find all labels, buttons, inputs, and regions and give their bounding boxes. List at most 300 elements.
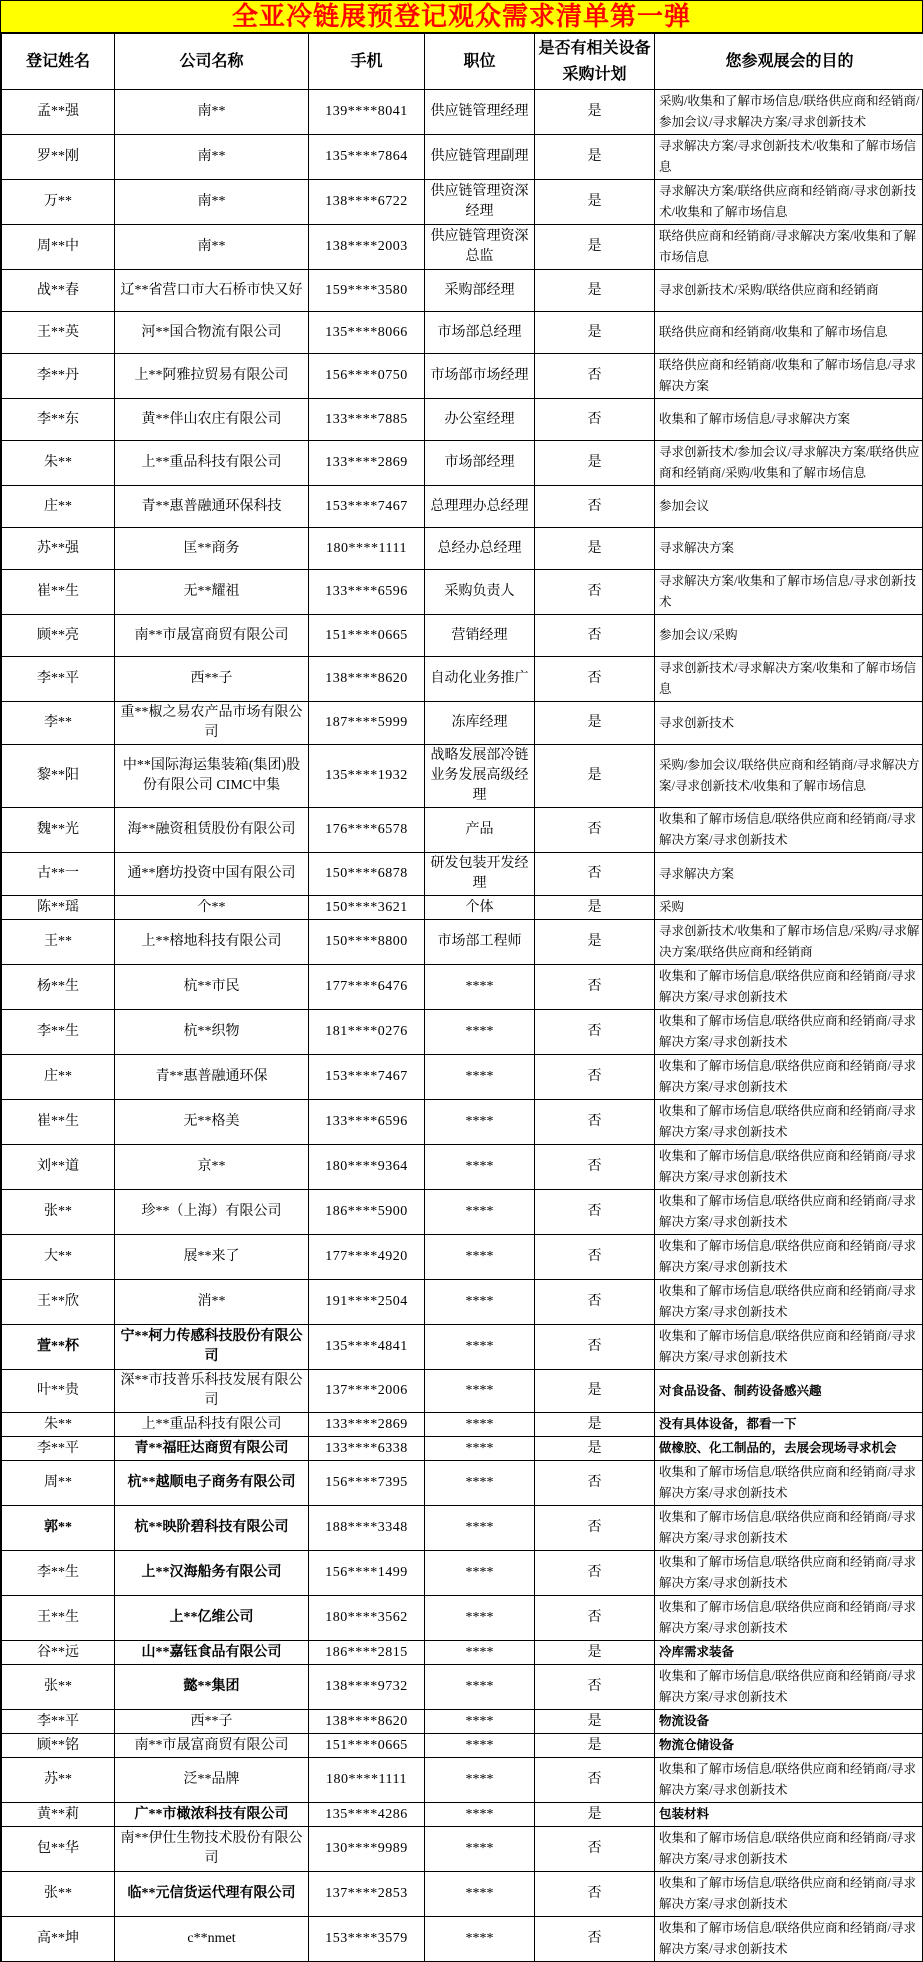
position-cell: **** <box>425 1872 535 1917</box>
table-row <box>2 1325 923 1370</box>
plan-cell: 是 <box>535 135 655 180</box>
page-title: 全亚冷链展预登记观众需求清单第一弹 <box>1 0 922 33</box>
company-cell: 河**国合物流有限公司 <box>115 312 309 354</box>
company-cell: 青**惠普融通环保科技 <box>115 486 309 528</box>
name-cell: 王** <box>2 920 115 965</box>
company-cell: 临**元信货运代理有限公司 <box>115 1872 309 1917</box>
company-cell: 青**福旺达商贸有限公司 <box>115 1437 309 1461</box>
name-cell: 古**一 <box>2 853 115 896</box>
position-cell: **** <box>425 1280 535 1325</box>
company-cell: 西**子 <box>115 657 309 702</box>
plan-cell: 是 <box>535 1437 655 1461</box>
purpose-cell: 收集和了解市场信息/联络供应商和经销商/寻求解决方案/寻求创新技术 <box>655 1917 923 1962</box>
table-row <box>2 1055 923 1100</box>
plan-cell: 否 <box>535 1758 655 1803</box>
name-cell: 罗**刚 <box>2 135 115 180</box>
phone-cell: 151****0665 <box>309 615 425 657</box>
company-cell: 西**子 <box>115 1710 309 1734</box>
company-cell: 杭**织物 <box>115 1010 309 1055</box>
position-cell: 自动化业务推广 <box>425 657 535 702</box>
table-row <box>2 1145 923 1190</box>
position-cell: **** <box>425 1461 535 1506</box>
plan-cell: 是 <box>535 180 655 225</box>
phone-cell: 137****2853 <box>309 1872 425 1917</box>
name-cell: 李**平 <box>2 1710 115 1734</box>
phone-cell: 153****7467 <box>309 486 425 528</box>
company-cell: 通**磨坊投资中国有限公司 <box>115 853 309 896</box>
phone-cell: 180****3562 <box>309 1596 425 1641</box>
position-cell: 市场部经理 <box>425 441 535 486</box>
name-cell: 周**中 <box>2 225 115 270</box>
purpose-cell: 收集和了解市场信息/联络供应商和经销商/寻求解决方案/寻求创新技术 <box>655 1506 923 1551</box>
position-cell: **** <box>425 1235 535 1280</box>
plan-cell: 是 <box>535 1803 655 1827</box>
name-cell: 包**华 <box>2 1827 115 1872</box>
plan-cell: 是 <box>535 1734 655 1758</box>
company-cell: 上**阿雅拉贸易有限公司 <box>115 354 309 399</box>
company-cell: 南**市晟富商贸有限公司 <box>115 615 309 657</box>
purpose-cell: 联络供应商和经销商/收集和了解市场信息/寻求解决方案 <box>655 354 923 399</box>
table-row <box>2 1010 923 1055</box>
purpose-cell: 寻求解决方案 <box>655 853 923 896</box>
plan-cell: 否 <box>535 1665 655 1710</box>
table-row <box>2 745 923 808</box>
purpose-cell: 收集和了解市场信息/联络供应商和经销商/寻求解决方案/寻求创新技术 <box>655 1145 923 1190</box>
name-cell: 朱** <box>2 441 115 486</box>
plan-cell: 否 <box>535 965 655 1010</box>
table-row <box>2 270 923 312</box>
table-row <box>2 570 923 615</box>
company-cell: 展**来了 <box>115 1235 309 1280</box>
plan-cell: 否 <box>535 1235 655 1280</box>
company-cell: 无**耀祖 <box>115 570 309 615</box>
position-cell: **** <box>425 1710 535 1734</box>
phone-cell: 138****9732 <box>309 1665 425 1710</box>
name-cell: 李**平 <box>2 657 115 702</box>
position-cell: **** <box>425 1758 535 1803</box>
table-row <box>2 486 923 528</box>
position-cell: **** <box>425 1506 535 1551</box>
phone-cell: 177****6476 <box>309 965 425 1010</box>
phone-cell: 135****4286 <box>309 1803 425 1827</box>
company-cell: 泛**品牌 <box>115 1758 309 1803</box>
company-cell: 匡**商务 <box>115 528 309 570</box>
table-row <box>2 1461 923 1506</box>
purpose-cell: 收集和了解市场信息/联络供应商和经销商/寻求解决方案/寻求创新技术 <box>655 1055 923 1100</box>
table-row <box>2 1917 923 1962</box>
name-cell: 李**生 <box>2 1010 115 1055</box>
table-row <box>2 528 923 570</box>
table-row <box>2 1872 923 1917</box>
table-row <box>2 1235 923 1280</box>
company-cell: 南**市晟富商贸有限公司 <box>115 1734 309 1758</box>
name-cell: 高**坤 <box>2 1917 115 1962</box>
table-row <box>2 1665 923 1710</box>
phone-cell: 133****7885 <box>309 399 425 441</box>
position-cell: 个体 <box>425 896 535 920</box>
plan-cell: 否 <box>535 1872 655 1917</box>
company-cell: c**nmet <box>115 1917 309 1962</box>
position-cell: 供应链管理资深总监 <box>425 225 535 270</box>
plan-cell: 否 <box>535 1100 655 1145</box>
company-cell: 海**融资租赁股份有限公司 <box>115 808 309 853</box>
table-row <box>2 657 923 702</box>
table-row <box>2 1190 923 1235</box>
plan-cell: 否 <box>535 1551 655 1596</box>
table-row <box>2 90 923 135</box>
purpose-cell: 收集和了解市场信息/联络供应商和经销商/寻求解决方案/寻求创新技术 <box>655 1596 923 1641</box>
company-cell: 珍**（上海）有限公司 <box>115 1190 309 1235</box>
phone-cell: 151****0665 <box>309 1734 425 1758</box>
plan-cell: 是 <box>535 702 655 745</box>
company-cell: 上**重品科技有限公司 <box>115 441 309 486</box>
position-cell: 冻库经理 <box>425 702 535 745</box>
purpose-cell: 寻求解决方案/收集和了解市场信息/寻求创新技术 <box>655 570 923 615</box>
phone-cell: 177****4920 <box>309 1235 425 1280</box>
position-cell: **** <box>425 965 535 1010</box>
position-cell: 办公室经理 <box>425 399 535 441</box>
name-cell: 王**生 <box>2 1596 115 1641</box>
plan-cell: 否 <box>535 1917 655 1962</box>
name-cell: 李**生 <box>2 1551 115 1596</box>
phone-cell: 153****3579 <box>309 1917 425 1962</box>
name-cell: 李**东 <box>2 399 115 441</box>
position-cell: 市场部总经理 <box>425 312 535 354</box>
purpose-cell: 寻求创新技术/寻求解决方案/收集和了解市场信息 <box>655 657 923 702</box>
purpose-cell: 寻求创新技术 <box>655 702 923 745</box>
column-header-company: 公司名称 <box>115 34 309 90</box>
purpose-cell: 收集和了解市场信息/联络供应商和经销商/寻求解决方案/寻求创新技术 <box>655 965 923 1010</box>
position-cell: 产品 <box>425 808 535 853</box>
purpose-cell: 联络供应商和经销商/收集和了解市场信息 <box>655 312 923 354</box>
position-cell: 市场部市场经理 <box>425 354 535 399</box>
phone-cell: 156****0750 <box>309 354 425 399</box>
name-cell: 张** <box>2 1190 115 1235</box>
plan-cell: 否 <box>535 1325 655 1370</box>
column-header-purpose: 您参观展会的目的 <box>655 34 923 90</box>
position-cell: **** <box>425 1437 535 1461</box>
purpose-cell: 寻求创新技术/采购/联络供应商和经销商 <box>655 270 923 312</box>
purpose-cell: 收集和了解市场信息/联络供应商和经销商/寻求解决方案/寻求创新技术 <box>655 1100 923 1145</box>
position-cell: 采购负责人 <box>425 570 535 615</box>
phone-cell: 135****7864 <box>309 135 425 180</box>
phone-cell: 133****6596 <box>309 570 425 615</box>
position-cell: **** <box>425 1100 535 1145</box>
company-cell: 南** <box>115 225 309 270</box>
name-cell: 周** <box>2 1461 115 1506</box>
purpose-cell: 物流仓储设备 <box>655 1734 923 1758</box>
name-cell: 顾**亮 <box>2 615 115 657</box>
company-cell: 杭**映阶碧科技有限公司 <box>115 1506 309 1551</box>
company-cell: 山**嘉钰食品有限公司 <box>115 1641 309 1665</box>
plan-cell: 是 <box>535 1641 655 1665</box>
plan-cell: 否 <box>535 1145 655 1190</box>
table-row <box>2 1280 923 1325</box>
plan-cell: 是 <box>535 1370 655 1413</box>
table-row <box>2 1758 923 1803</box>
phone-cell: 156****7395 <box>309 1461 425 1506</box>
name-cell: 李**丹 <box>2 354 115 399</box>
column-header-phone: 手机 <box>309 34 425 90</box>
purpose-cell: 收集和了解市场信息/联络供应商和经销商/寻求解决方案/寻求创新技术 <box>655 1827 923 1872</box>
phone-cell: 135****8066 <box>309 312 425 354</box>
position-cell: 供应链管理副理 <box>425 135 535 180</box>
table-row <box>2 1100 923 1145</box>
company-cell: 南** <box>115 135 309 180</box>
phone-cell: 188****3348 <box>309 1506 425 1551</box>
plan-cell: 否 <box>535 399 655 441</box>
phone-cell: 137****2006 <box>309 1370 425 1413</box>
position-cell: **** <box>425 1917 535 1962</box>
phone-cell: 150****3621 <box>309 896 425 920</box>
purpose-cell: 物流设备 <box>655 1710 923 1734</box>
position-cell: 供应链管理经理 <box>425 90 535 135</box>
phone-cell: 156****1499 <box>309 1551 425 1596</box>
plan-cell: 否 <box>535 1190 655 1235</box>
phone-cell: 186****5900 <box>309 1190 425 1235</box>
table-row <box>2 808 923 853</box>
purpose-cell: 采购 <box>655 896 923 920</box>
plan-cell: 否 <box>535 615 655 657</box>
name-cell: 大** <box>2 1235 115 1280</box>
table-row <box>2 135 923 180</box>
table-row <box>2 441 923 486</box>
name-cell: 刘**道 <box>2 1145 115 1190</box>
purpose-cell: 收集和了解市场信息/联络供应商和经销商/寻求解决方案/寻求创新技术 <box>655 1280 923 1325</box>
company-cell: 青**惠普融通环保 <box>115 1055 309 1100</box>
phone-cell: 138****8620 <box>309 1710 425 1734</box>
phone-cell: 138****6722 <box>309 180 425 225</box>
phone-cell: 186****2815 <box>309 1641 425 1665</box>
table-row <box>2 1370 923 1413</box>
plan-cell: 否 <box>535 657 655 702</box>
phone-cell: 180****1111 <box>309 528 425 570</box>
plan-cell: 否 <box>535 1506 655 1551</box>
plan-cell: 是 <box>535 920 655 965</box>
company-cell: 南**伊仕生物技术股份有限公司 <box>115 1827 309 1872</box>
company-cell: 深**市技普乐科技发展有限公司 <box>115 1370 309 1413</box>
table-row <box>2 312 923 354</box>
registration-table <box>1 33 923 1962</box>
plan-cell: 否 <box>535 486 655 528</box>
purpose-cell: 参加会议 <box>655 486 923 528</box>
name-cell: 顾**铭 <box>2 1734 115 1758</box>
plan-cell: 是 <box>535 1413 655 1437</box>
table-row <box>2 920 923 965</box>
purpose-cell: 寻求解决方案/联络供应商和经销商/寻求创新技术/收集和了解市场信息 <box>655 180 923 225</box>
phone-cell: 180****9364 <box>309 1145 425 1190</box>
plan-cell: 否 <box>535 570 655 615</box>
plan-cell: 否 <box>535 354 655 399</box>
plan-cell: 是 <box>535 312 655 354</box>
table-row <box>2 1827 923 1872</box>
purpose-cell: 包装材料 <box>655 1803 923 1827</box>
position-cell: 市场部工程师 <box>425 920 535 965</box>
purpose-cell: 收集和了解市场信息/联络供应商和经销商/寻求解决方案/寻求创新技术 <box>655 1235 923 1280</box>
position-cell: **** <box>425 1596 535 1641</box>
purpose-cell: 收集和了解市场信息/联络供应商和经销商/寻求解决方案/寻求创新技术 <box>655 1190 923 1235</box>
company-cell: 辽**省营口市大石桥市快又好 <box>115 270 309 312</box>
position-cell: 战略发展部冷链业务发展高级经理 <box>425 745 535 808</box>
table-row <box>2 1710 923 1734</box>
purpose-cell: 收集和了解市场信息/联络供应商和经销商/寻求解决方案/寻求创新技术 <box>655 1010 923 1055</box>
table-row <box>2 1437 923 1461</box>
name-cell: 黄**莉 <box>2 1803 115 1827</box>
phone-cell: 191****2504 <box>309 1280 425 1325</box>
plan-cell: 否 <box>535 1596 655 1641</box>
position-cell: **** <box>425 1734 535 1758</box>
phone-cell: 133****2869 <box>309 1413 425 1437</box>
table-body <box>2 90 923 1962</box>
phone-cell: 180****1111 <box>309 1758 425 1803</box>
position-cell: **** <box>425 1551 535 1596</box>
phone-cell: 139****8041 <box>309 90 425 135</box>
name-cell: 崔**生 <box>2 570 115 615</box>
position-cell: **** <box>425 1641 535 1665</box>
company-cell: 南** <box>115 90 309 135</box>
plan-cell: 否 <box>535 1461 655 1506</box>
purpose-cell: 做橡胶、化工制品的，去展会现场寻求机会 <box>655 1437 923 1461</box>
name-cell: 朱** <box>2 1413 115 1437</box>
table-row <box>2 354 923 399</box>
plan-cell: 是 <box>535 745 655 808</box>
purpose-cell: 收集和了解市场信息/联络供应商和经销商/寻求解决方案/寻求创新技术 <box>655 808 923 853</box>
company-cell: 京** <box>115 1145 309 1190</box>
name-cell: 郭** <box>2 1506 115 1551</box>
name-cell: 苏**强 <box>2 528 115 570</box>
table-row <box>2 1734 923 1758</box>
position-cell: **** <box>425 1190 535 1235</box>
plan-cell: 是 <box>535 896 655 920</box>
name-cell: 张** <box>2 1665 115 1710</box>
company-cell: 广**市橄浓科技有限公司 <box>115 1803 309 1827</box>
plan-cell: 是 <box>535 270 655 312</box>
company-cell: 重**椒之易农产品市场有限公司 <box>115 702 309 745</box>
table-row <box>2 702 923 745</box>
purpose-cell: 收集和了解市场信息/寻求解决方案 <box>655 399 923 441</box>
table-row <box>2 1596 923 1641</box>
company-cell: 懿**集团 <box>115 1665 309 1710</box>
company-cell: 黄**伴山农庄有限公司 <box>115 399 309 441</box>
name-cell: 李** <box>2 702 115 745</box>
plan-cell: 是 <box>535 225 655 270</box>
company-cell: 杭**市民 <box>115 965 309 1010</box>
position-cell: **** <box>425 1145 535 1190</box>
purpose-cell: 收集和了解市场信息/联络供应商和经销商/寻求解决方案/寻求创新技术 <box>655 1461 923 1506</box>
phone-cell: 130****9989 <box>309 1827 425 1872</box>
plan-cell: 是 <box>535 528 655 570</box>
name-cell: 战**春 <box>2 270 115 312</box>
position-cell: **** <box>425 1413 535 1437</box>
purpose-cell: 没有具体设备，都看一下 <box>655 1413 923 1437</box>
purpose-cell: 寻求解决方案 <box>655 528 923 570</box>
phone-cell: 150****6878 <box>309 853 425 896</box>
company-cell: 宁**柯力传感科技股份有限公司 <box>115 1325 309 1370</box>
position-cell: 总理理办总经理 <box>425 486 535 528</box>
purpose-cell: 寻求创新技术/收集和了解市场信息/采购/寻求解决方案/联络供应商和经销商 <box>655 920 923 965</box>
position-cell: **** <box>425 1325 535 1370</box>
name-cell: 张** <box>2 1872 115 1917</box>
position-cell: **** <box>425 1370 535 1413</box>
purpose-cell: 收集和了解市场信息/联络供应商和经销商/寻求解决方案/寻求创新技术 <box>655 1758 923 1803</box>
phone-cell: 138****8620 <box>309 657 425 702</box>
table-row <box>2 180 923 225</box>
phone-cell: 181****0276 <box>309 1010 425 1055</box>
name-cell: 王**英 <box>2 312 115 354</box>
name-cell: 杨**生 <box>2 965 115 1010</box>
phone-cell: 133****2869 <box>309 441 425 486</box>
plan-cell: 否 <box>535 1010 655 1055</box>
table-row <box>2 853 923 896</box>
phone-cell: 176****6578 <box>309 808 425 853</box>
name-cell: 庄** <box>2 486 115 528</box>
purpose-cell: 对食品设备、制药设备感兴趣 <box>655 1370 923 1413</box>
purpose-cell: 收集和了解市场信息/联络供应商和经销商/寻求解决方案/寻求创新技术 <box>655 1665 923 1710</box>
header-row <box>2 34 923 90</box>
purpose-cell: 冷库需求装备 <box>655 1641 923 1665</box>
purpose-cell: 寻求创新技术/参加会议/寻求解决方案/联络供应商和经销商/采购/收集和了解市场信息 <box>655 441 923 486</box>
phone-cell: 159****3580 <box>309 270 425 312</box>
phone-cell: 135****1932 <box>309 745 425 808</box>
position-cell: 供应链管理资深经理 <box>425 180 535 225</box>
position-cell: 营销经理 <box>425 615 535 657</box>
company-cell: 消** <box>115 1280 309 1325</box>
column-header-name: 登记姓名 <box>2 34 115 90</box>
name-cell: 萱**杯 <box>2 1325 115 1370</box>
name-cell: 孟**强 <box>2 90 115 135</box>
phone-cell: 138****2003 <box>309 225 425 270</box>
name-cell: 叶**贵 <box>2 1370 115 1413</box>
plan-cell: 否 <box>535 1827 655 1872</box>
phone-cell: 150****8800 <box>309 920 425 965</box>
purpose-cell: 参加会议/采购 <box>655 615 923 657</box>
plan-cell: 否 <box>535 1280 655 1325</box>
company-cell: 上**汉海船务有限公司 <box>115 1551 309 1596</box>
column-header-position: 职位 <box>425 34 535 90</box>
phone-cell: 133****6338 <box>309 1437 425 1461</box>
position-cell: **** <box>425 1803 535 1827</box>
company-cell: 中**国际海运集装箱(集团)股份有限公司 CIMC中集 <box>115 745 309 808</box>
company-cell: 无**格美 <box>115 1100 309 1145</box>
table-row <box>2 1551 923 1596</box>
name-cell: 魏**光 <box>2 808 115 853</box>
phone-cell: 135****4841 <box>309 1325 425 1370</box>
name-cell: 王**欣 <box>2 1280 115 1325</box>
table-row <box>2 1641 923 1665</box>
name-cell: 崔**生 <box>2 1100 115 1145</box>
purpose-cell: 收集和了解市场信息/联络供应商和经销商/寻求解决方案/寻求创新技术 <box>655 1551 923 1596</box>
company-cell: 上**榕地科技有限公司 <box>115 920 309 965</box>
table-row <box>2 965 923 1010</box>
position-cell: **** <box>425 1665 535 1710</box>
company-cell: 杭**越顺电子商务有限公司 <box>115 1461 309 1506</box>
table-row <box>2 615 923 657</box>
phone-cell: 187****5999 <box>309 702 425 745</box>
position-cell: 采购部经理 <box>425 270 535 312</box>
plan-cell: 否 <box>535 1055 655 1100</box>
position-cell: **** <box>425 1010 535 1055</box>
purpose-cell: 采购/收集和了解市场信息/联络供应商和经销商/参加会议/寻求解决方案/寻求创新技术 <box>655 90 923 135</box>
name-cell: 谷**远 <box>2 1641 115 1665</box>
company-cell: 南** <box>115 180 309 225</box>
table-row <box>2 1413 923 1437</box>
phone-cell: 153****7467 <box>309 1055 425 1100</box>
name-cell: 黎**阳 <box>2 745 115 808</box>
plan-cell: 否 <box>535 808 655 853</box>
plan-cell: 是 <box>535 90 655 135</box>
name-cell: 李**平 <box>2 1437 115 1461</box>
purpose-cell: 联络供应商和经销商/寻求解决方案/收集和了解市场信息 <box>655 225 923 270</box>
